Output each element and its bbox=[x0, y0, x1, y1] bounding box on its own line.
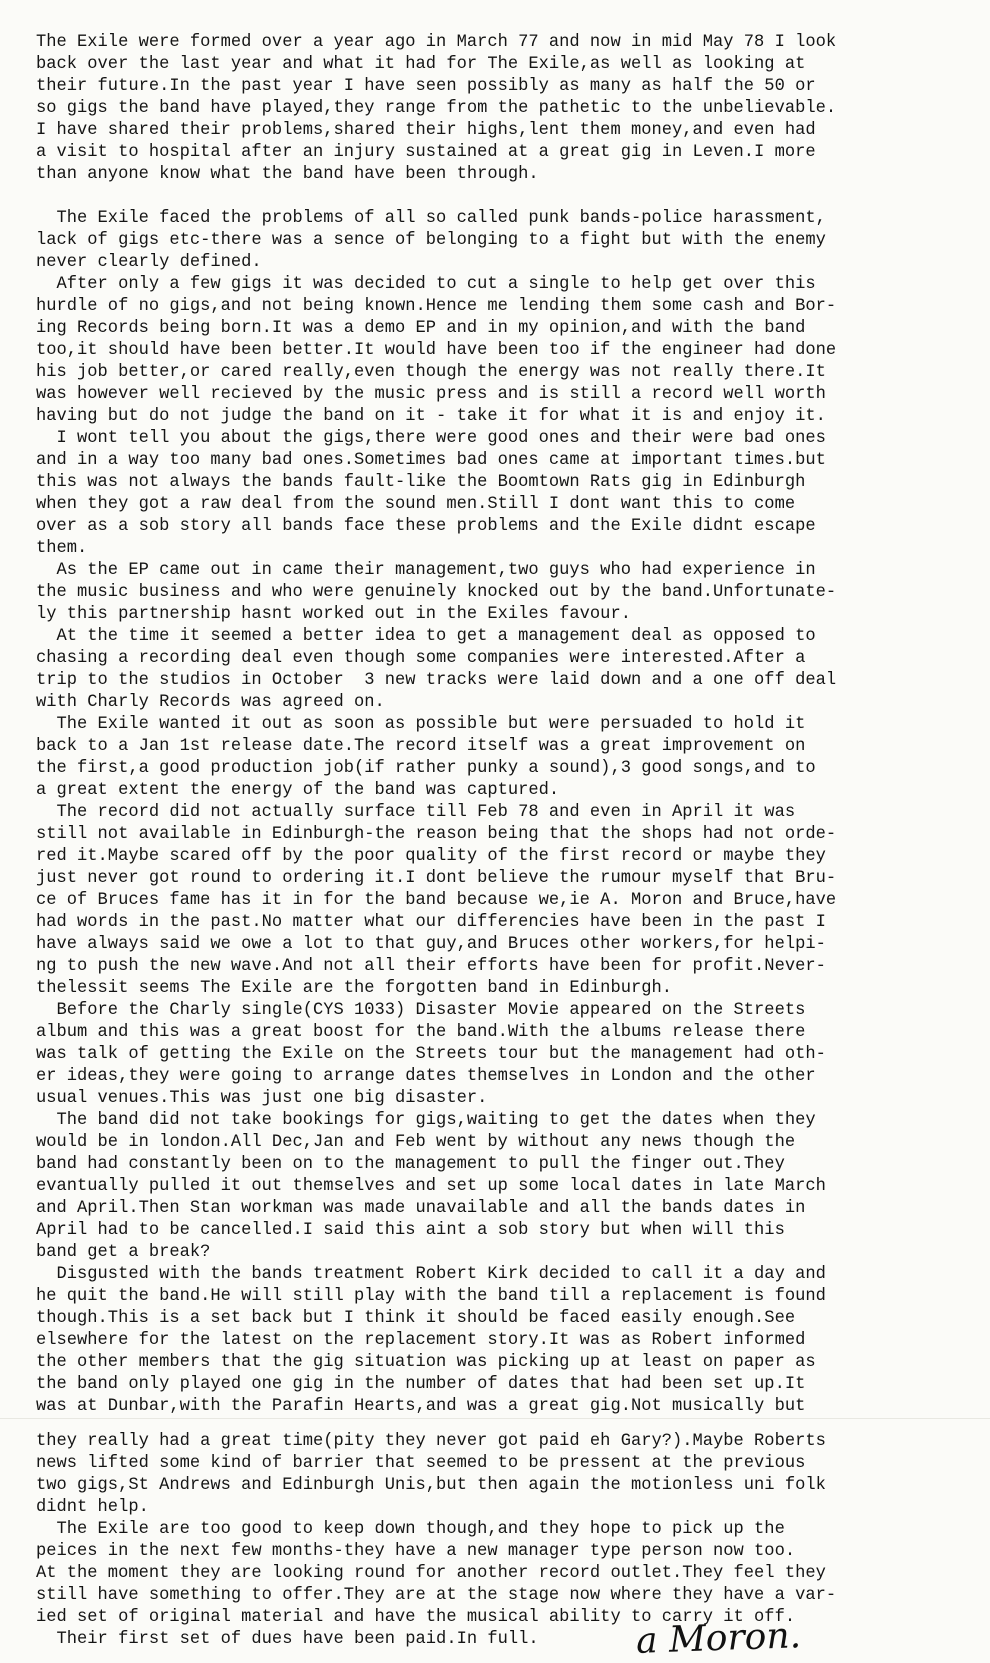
text-line: his job better,or cared really,even though the energy was not really there.It bbox=[36, 363, 826, 382]
text-line: their future.In the past year I have seen possibly as many as half the 50 or bbox=[36, 77, 816, 96]
text-line: The band did not take bookings for gigs,waiting to get the dates when they bbox=[36, 1111, 816, 1130]
text-line: red it.Maybe scared off by the poor quality of the first record or maybe they bbox=[36, 847, 826, 866]
text-line: when they got a raw deal from the sound men.Still I dont want this to come bbox=[36, 495, 796, 514]
text-line: ly this partnership hasnt worked out in the Exiles favour. bbox=[36, 605, 631, 624]
text-line: the other members that the gig situation was picking up at least on paper as bbox=[36, 1353, 816, 1372]
text-line: than anyone know what the band have been through. bbox=[36, 165, 539, 184]
text-line: elsewhere for the latest on the replacement story.It was as Robert informed bbox=[36, 1331, 806, 1350]
article-body-bottom bbox=[36, 1431, 966, 1651]
text-line: had words in the past.No matter what our differencies have been in the past I bbox=[36, 913, 826, 932]
text-line: and April.Then Stan workman was made unavailable and all the bands dates in bbox=[36, 1199, 806, 1218]
signature: a Moron. bbox=[635, 1615, 802, 1662]
text-line: a visit to hospital after an injury sustained at a great gig in Leven.I more bbox=[36, 143, 816, 162]
text-line: ng to push the new wave.And not all their efforts have been for profit.Never- bbox=[36, 957, 826, 976]
text-line: this was not always the bands fault-like the Boomtown Rats gig in Edinburgh bbox=[36, 473, 806, 492]
paragraph-gap bbox=[36, 186, 966, 208]
text-line: hurdle of no gigs,and not being known.Hence me lending them some cash and Bor- bbox=[36, 297, 837, 316]
text-line: the music business and who were genuinely knocked out by the band.Unfortunate- bbox=[36, 583, 837, 602]
text-line: he quit the band.He will still play with the band till a replacement is found bbox=[36, 1287, 826, 1306]
text-line: having but do not judge the band on it - take it for what it is and enjoy it. bbox=[36, 407, 826, 426]
text-line: ing Records being born.It was a demo EP and in my opinion,and with the band bbox=[36, 319, 806, 338]
text-line: trip to the studios in October 3 new tracks were laid down and a one off deal bbox=[36, 671, 837, 690]
text-line: ied set of original material and have the musical ability to carry it off. bbox=[36, 1608, 796, 1627]
text-line: the first,a good production job(if rather punky a sound),3 good songs,and to bbox=[36, 759, 816, 778]
text-line: so gigs the band have played,they range from the pathetic to the unbelievable. bbox=[36, 99, 837, 118]
text-line: was however well recieved by the music press and is still a record well worth bbox=[36, 385, 826, 404]
text-line: I wont tell you about the gigs,there were good ones and their were bad ones bbox=[36, 429, 826, 448]
text-line: with Charly Records was agreed on. bbox=[36, 693, 385, 712]
text-line: still have something to offer.They are at the stage now where they have a var- bbox=[36, 1586, 837, 1605]
text-line: news lifted some kind of barrier that seemed to be pressent at the previous bbox=[36, 1454, 806, 1473]
text-line: The record did not actually surface till Feb 78 and even in April it was bbox=[36, 803, 796, 822]
text-line: thelessit seems The Exile are the forgotten band in Edinburgh. bbox=[36, 979, 672, 998]
text-line: back over the last year and what it had for The Exile,as well as looking at bbox=[36, 55, 806, 74]
text-line: The Exile wanted it out as soon as possible but were persuaded to hold it bbox=[36, 715, 806, 734]
text-line: just never got round to ordering it.I dont believe the rumour myself that Bru- bbox=[36, 869, 837, 888]
text-line: back to a Jan 1st release date.The record itself was a great improvement on bbox=[36, 737, 806, 756]
text-line: never clearly defined. bbox=[36, 253, 262, 272]
text-line: At the moment they are looking round for another record outlet.They feel they bbox=[36, 1564, 826, 1583]
text-line: and in a way too many bad ones.Sometimes bad ones came at important times.but bbox=[36, 451, 826, 470]
text-line: didnt help. bbox=[36, 1498, 149, 1517]
text-line: over as a sob story all bands face these problems and the Exile didnt escape bbox=[36, 517, 816, 536]
text-line: er ideas,they were going to arrange dates themselves in London and the other bbox=[36, 1067, 816, 1086]
text-line: have always said we owe a lot to that guy,and Bruces other workers,for helpi- bbox=[36, 935, 826, 954]
text-line: The Exile were formed over a year ago in March 77 and now in mid May 78 I look bbox=[36, 33, 837, 52]
text-line: would be in london.All Dec,Jan and Feb went by without any news though the bbox=[36, 1133, 796, 1152]
text-line: evantually pulled it out themselves and set up some local dates in late March bbox=[36, 1177, 826, 1196]
text-line: usual venues.This was just one big disaster. bbox=[36, 1089, 488, 1108]
text-line: band had constantly been on to the management to pull the finger out.They bbox=[36, 1155, 785, 1174]
text-line: Before the Charly single(CYS 1033) Disaster Movie appeared on the Streets bbox=[36, 1001, 806, 1020]
text-line: The Exile are too good to keep down though,and they hope to pick up the bbox=[36, 1520, 785, 1539]
text-line: The Exile faced the problems of all so called punk bands-police harassment, bbox=[36, 209, 826, 228]
text-line: Their first set of dues have been paid.In full. bbox=[36, 1630, 539, 1649]
text-line: April had to be cancelled.I said this aint a sob story but when will this bbox=[36, 1221, 785, 1240]
text-line: band get a break? bbox=[36, 1243, 211, 1262]
page-divider bbox=[0, 1418, 990, 1419]
text-line: too,it should have been better.It would have been too if the engineer had done bbox=[36, 341, 837, 360]
text-line: two gigs,St Andrews and Edinburgh Unis,but then again the motionless uni folk bbox=[36, 1476, 826, 1495]
text-line: they really had a great time(pity they never got paid eh Gary?).Maybe Roberts bbox=[36, 1432, 826, 1451]
text-line: As the EP came out in came their management,two guys who had experience in bbox=[36, 561, 816, 580]
text-line: though.This is a set back but I think it should be faced easily enough.See bbox=[36, 1309, 796, 1328]
text-line: At the time it seemed a better idea to get a management deal as opposed to bbox=[36, 627, 816, 646]
text-line: was talk of getting the Exile on the Streets tour but the management had oth- bbox=[36, 1045, 826, 1064]
text-line: chasing a recording deal even though some companies were interested.After a bbox=[36, 649, 806, 668]
text-line: I have shared their problems,shared their highs,lent them money,and even had bbox=[36, 121, 816, 140]
text-line: After only a few gigs it was decided to cut a single to help get over this bbox=[36, 275, 816, 294]
text-line: the band only played one gig in the number of dates that had been set up.It bbox=[36, 1375, 806, 1394]
text-line: still not available in Edinburgh-the reason being that the shops had not orde- bbox=[36, 825, 837, 844]
text-line: Disgusted with the bands treatment Robert Kirk decided to call it a day and bbox=[36, 1265, 826, 1284]
text-line: them. bbox=[36, 539, 88, 558]
text-line: a great extent the energy of the band was captured. bbox=[36, 781, 560, 800]
text-line: album and this was a great boost for the band.With the albums release there bbox=[36, 1023, 806, 1042]
text-line: lack of gigs etc-there was a sence of belonging to a fight but with the enemy bbox=[36, 231, 826, 250]
text-line: was at Dunbar,with the Parafin Hearts,and was a great gig.Not musically but bbox=[36, 1397, 806, 1416]
article-body-top bbox=[36, 32, 966, 1418]
text-line: peices in the next few months-they have a new manager type person now too. bbox=[36, 1542, 796, 1561]
text-line: ce of Bruces fame has it in for the band because we,ie A. Moron and Bruce,have bbox=[36, 891, 837, 910]
